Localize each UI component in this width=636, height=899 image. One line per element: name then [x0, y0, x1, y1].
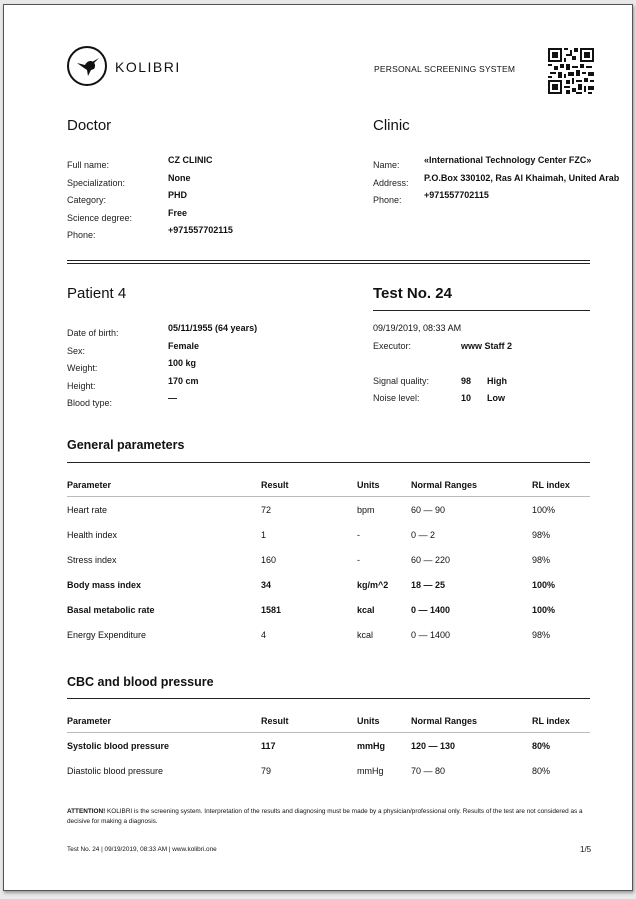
patient-title: Patient 4 [67, 285, 127, 302]
info-value: 170 cm [168, 375, 199, 386]
section-underline [67, 462, 590, 463]
info-value: +971557702115 [168, 225, 233, 235]
info-value: 100 kg [168, 358, 197, 368]
info-row [67, 358, 197, 376]
cell-result: 117 [261, 740, 276, 751]
cell-normal-range: 60 — 90 [411, 504, 446, 515]
cell-normal-range: 0 — 1400 [411, 629, 451, 640]
column-header-rl-index: RL index [532, 715, 570, 726]
info-value: None [168, 172, 191, 183]
cbc-title: CBC and blood pressure [67, 675, 214, 689]
info-value: +971557702115 [424, 190, 489, 200]
info-value: «International Technology Center FZC» [424, 155, 592, 165]
cell-result: 72 [261, 504, 272, 515]
signal-quality-text: High [487, 376, 507, 386]
cell-rl-index: 98% [532, 629, 551, 640]
info-row [373, 190, 489, 208]
cell-result: 160 [261, 554, 277, 565]
test-title: Test No. 24 [373, 285, 452, 302]
cell-result: 1581 [261, 604, 282, 615]
info-value: CZ CLINIC [168, 155, 213, 165]
info-label: Category: [67, 195, 107, 205]
noise-level-label: Noise level: [373, 393, 420, 403]
general-parameters-table [67, 473, 590, 647]
info-row [67, 207, 188, 226]
info-label: Phone: [373, 195, 402, 205]
cell-result: 1 [261, 529, 267, 540]
cell-rl-index: 100% [532, 604, 556, 615]
attention-note [67, 807, 592, 827]
cell-normal-range: 70 — 80 [411, 765, 446, 776]
cell-parameter: Energy Expenditure [67, 629, 147, 640]
info-label: Weight: [67, 363, 98, 373]
cell-rl-index: 100% [532, 504, 556, 515]
info-row [67, 190, 188, 208]
noise-level-value: 10 [461, 393, 472, 403]
test-datetime: 09/19/2019, 08:33 AM [373, 323, 462, 333]
clinic-info [373, 155, 620, 208]
info-label: Height: [67, 380, 96, 391]
info-row [67, 225, 233, 243]
table-row [67, 733, 590, 759]
info-label: Name: [373, 160, 400, 170]
table-row [67, 547, 590, 572]
noise-level-text: Low [487, 393, 505, 403]
cell-rl-index: 100% [532, 579, 556, 590]
table-header-row [67, 709, 590, 733]
cell-parameter: Heart rate [67, 504, 108, 515]
table-row [67, 497, 590, 523]
cell-normal-range: 120 — 130 [411, 740, 456, 751]
info-value: — [168, 393, 177, 403]
system-title: PERSONAL SCREENING SYSTEM [374, 64, 516, 74]
cell-result: 34 [261, 579, 272, 590]
page-number: 1/5 [580, 845, 592, 854]
hummingbird-icon [67, 46, 107, 86]
table-row [67, 522, 590, 547]
attention-text: KOLIBRI is the screening system. Interpretation of the results and diagnosing must be made by a physician/professional only. Results of the test are not considered as a decisive for making a diagnosis. [67, 808, 583, 825]
info-label: Specialization: [67, 177, 126, 188]
info-value: Free [168, 207, 188, 218]
column-header-parameter: Parameter [67, 715, 112, 726]
cell-normal-range: 0 — 2 [411, 529, 436, 540]
cell-units: - [357, 554, 360, 565]
table-row [67, 622, 590, 647]
cell-parameter: Basal metabolic rate [67, 604, 155, 615]
column-header-parameter: Parameter [67, 479, 112, 490]
brand-name: KOLIBRI [115, 59, 181, 75]
info-value: Female [168, 340, 200, 351]
qr-code-icon [548, 48, 594, 94]
table-row [67, 597, 590, 622]
info-row [67, 172, 191, 191]
executor-value: www Staff 2 [461, 341, 513, 351]
column-header-units: Units [357, 479, 380, 490]
test-title-underline [373, 310, 590, 311]
cell-normal-range: 60 — 220 [411, 554, 451, 565]
info-label: Phone: [67, 230, 96, 240]
clinic-title: Clinic [373, 117, 410, 134]
separator [67, 260, 590, 261]
column-header-rl-index: RL index [532, 479, 570, 490]
info-row [67, 340, 200, 359]
table-header-row [67, 473, 590, 497]
cbc-table [67, 709, 590, 783]
signal-quality-label: Signal quality: [373, 376, 430, 386]
column-header-normal-range: Normal Ranges [411, 479, 478, 490]
cell-normal-range: 18 — 25 [411, 579, 446, 590]
signal-quality-value: 98 [461, 376, 472, 386]
column-header-result: Result [261, 715, 289, 726]
doctor-info [67, 155, 233, 243]
cell-parameter: Stress index [67, 554, 117, 565]
table-row [67, 572, 590, 597]
cell-units: mmHg [357, 765, 384, 776]
general-parameters-title: General parameters [67, 438, 185, 452]
info-row [67, 155, 213, 173]
cell-result: 4 [261, 629, 267, 640]
cell-parameter: Body mass index [67, 579, 142, 590]
cell-units: mmHg [357, 740, 386, 751]
info-label: Full name: [67, 160, 110, 170]
cell-parameter: Systolic blood pressure [67, 740, 170, 751]
cell-units: - [357, 529, 360, 540]
cell-result: 79 [261, 765, 272, 776]
cell-parameter: Health index [67, 529, 118, 540]
attention-label: ATTENTION! [67, 808, 106, 815]
patient-info [67, 323, 258, 411]
separator [67, 263, 590, 264]
cell-rl-index: 98% [532, 554, 551, 565]
info-row [67, 323, 258, 341]
info-row [67, 393, 177, 411]
cell-units: kg/m^2 [357, 579, 389, 590]
report-page [3, 4, 633, 891]
cell-rl-index: 80% [532, 740, 551, 751]
info-label: Blood type: [67, 398, 113, 408]
executor-label: Executor: [373, 341, 412, 351]
info-value: PHD [168, 190, 188, 200]
info-value: 05/11/1955 (64 years) [168, 323, 258, 333]
info-row [373, 172, 620, 191]
table-row [67, 758, 590, 783]
info-label: Date of birth: [67, 328, 119, 338]
info-label: Address: [373, 177, 409, 188]
cell-rl-index: 80% [532, 765, 551, 776]
info-label: Science degree: [67, 212, 133, 223]
cell-rl-index: 98% [532, 529, 551, 540]
info-row [67, 375, 199, 394]
section-underline [67, 698, 590, 699]
info-value: P.O.Box 330102, Ras Al Khaimah, United Arab [424, 172, 620, 183]
cell-parameter: Diastolic blood pressure [67, 765, 164, 776]
cell-normal-range: 0 — 1400 [411, 604, 451, 615]
info-label: Sex: [67, 345, 86, 356]
column-header-normal-range: Normal Ranges [411, 715, 478, 726]
column-header-units: Units [357, 715, 380, 726]
cell-units: bpm [357, 504, 375, 515]
doctor-title: Doctor [67, 117, 112, 134]
footer-info: Test No. 24 | 09/19/2019, 08:33 AM | www.kolibri.one [67, 846, 217, 853]
cell-units: kcal [357, 604, 375, 615]
cell-units: kcal [357, 629, 374, 640]
info-row [373, 155, 592, 173]
column-header-result: Result [261, 479, 289, 490]
